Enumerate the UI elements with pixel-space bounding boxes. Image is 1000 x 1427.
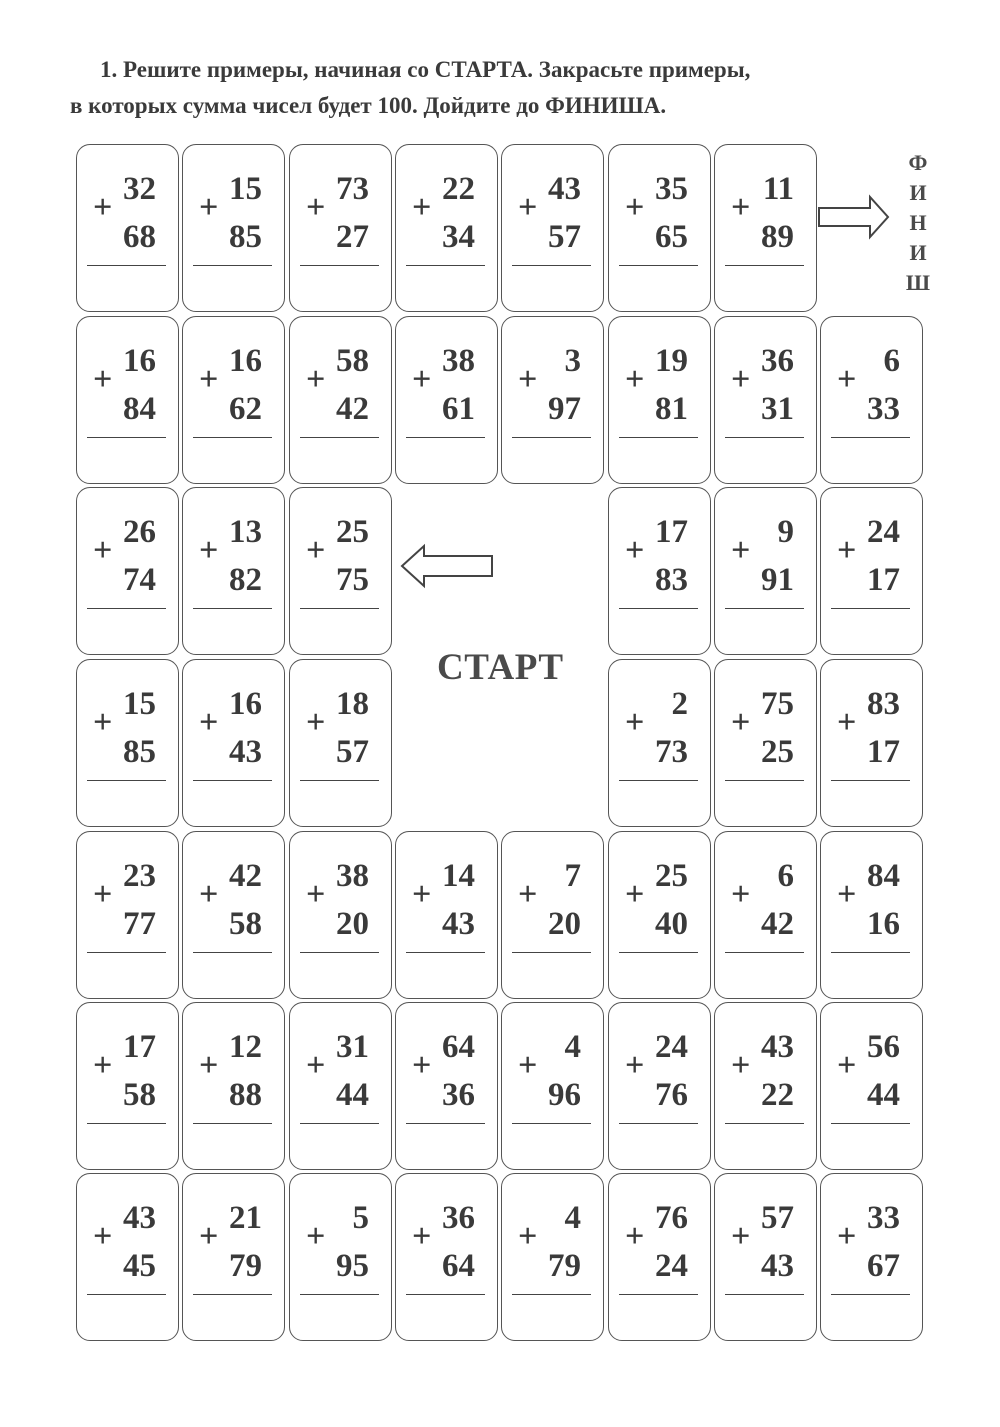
first-addend: 2 (671, 686, 688, 722)
example-card[interactable] (76, 316, 179, 484)
second-addend: 43 (761, 1248, 794, 1284)
second-addend: 40 (655, 906, 688, 942)
plus-sign: + (731, 1218, 751, 1255)
first-addend: 58 (336, 343, 369, 379)
plus-sign: + (837, 876, 857, 913)
plus-sign: + (93, 532, 113, 569)
answer-line (512, 437, 591, 438)
first-addend: 17 (123, 1029, 156, 1065)
first-addend: 12 (229, 1029, 262, 1065)
example-card[interactable] (182, 144, 285, 312)
plus-sign: + (199, 361, 219, 398)
example-card[interactable] (76, 144, 179, 312)
second-addend: 43 (442, 906, 475, 942)
answer-line (725, 1294, 804, 1295)
second-addend: 96 (548, 1077, 581, 1113)
example-card[interactable] (395, 1173, 498, 1341)
answer-line (725, 780, 804, 781)
example-card[interactable] (395, 831, 498, 999)
answer-line (193, 952, 272, 953)
plus-sign: + (837, 1218, 857, 1255)
first-addend: 36 (442, 1200, 475, 1236)
example-card[interactable] (714, 659, 817, 827)
arrow-left-icon (400, 544, 494, 588)
answer-line (406, 952, 485, 953)
plus-sign: + (306, 361, 326, 398)
answer-line (87, 952, 166, 953)
plus-sign: + (199, 189, 219, 226)
plus-sign: + (625, 361, 645, 398)
first-addend: 24 (867, 514, 900, 550)
plus-sign: + (731, 361, 751, 398)
example-card[interactable] (289, 1173, 392, 1341)
first-addend: 3 (564, 343, 581, 379)
example-card[interactable] (182, 316, 285, 484)
example-card[interactable] (820, 1173, 923, 1341)
answer-line (831, 1294, 910, 1295)
answer-line (512, 1294, 591, 1295)
example-card[interactable] (182, 1002, 285, 1170)
first-addend: 25 (336, 514, 369, 550)
first-addend: 35 (655, 171, 688, 207)
answer-line (87, 1123, 166, 1124)
plus-sign: + (306, 189, 326, 226)
first-addend: 26 (123, 514, 156, 550)
second-addend: 77 (123, 906, 156, 942)
first-addend: 16 (123, 343, 156, 379)
example-card[interactable] (714, 316, 817, 484)
answer-line (193, 780, 272, 781)
example-card[interactable] (289, 144, 392, 312)
example-card[interactable] (820, 487, 923, 655)
second-addend: 88 (229, 1077, 262, 1113)
plus-sign: + (518, 189, 538, 226)
first-addend: 4 (564, 1200, 581, 1236)
finish-letter: Ф (908, 150, 928, 175)
answer-line (619, 437, 698, 438)
first-addend: 83 (867, 686, 900, 722)
answer-line (619, 1294, 698, 1295)
plus-sign: + (412, 1047, 432, 1084)
plus-sign: + (199, 876, 219, 913)
first-addend: 19 (655, 343, 688, 379)
second-addend: 27 (336, 219, 369, 255)
plus-sign: + (625, 876, 645, 913)
plus-sign: + (412, 876, 432, 913)
plus-sign: + (306, 532, 326, 569)
answer-line (300, 1123, 379, 1124)
first-addend: 75 (761, 686, 794, 722)
first-addend: 6 (777, 858, 794, 894)
second-addend: 24 (655, 1248, 688, 1284)
example-card[interactable] (820, 831, 923, 999)
second-addend: 85 (229, 219, 262, 255)
example-card[interactable] (76, 1173, 179, 1341)
first-addend: 84 (867, 858, 900, 894)
second-addend: 57 (548, 219, 581, 255)
first-addend: 16 (229, 686, 262, 722)
second-addend: 57 (336, 734, 369, 770)
plus-sign: + (625, 532, 645, 569)
example-card[interactable] (501, 1002, 604, 1170)
plus-sign: + (306, 704, 326, 741)
answer-line (406, 265, 485, 266)
first-addend: 18 (336, 686, 369, 722)
second-addend: 97 (548, 391, 581, 427)
second-addend: 25 (761, 734, 794, 770)
example-card[interactable] (608, 1173, 711, 1341)
plus-sign: + (625, 1047, 645, 1084)
first-addend: 17 (655, 514, 688, 550)
answer-line (193, 1294, 272, 1295)
answer-line (831, 780, 910, 781)
task-line-1: 1. Решите примеры, начиная со СТАРТА. Закрасьте примеры, (100, 57, 751, 82)
answer-line (87, 780, 166, 781)
second-addend: 16 (867, 906, 900, 942)
first-addend: 21 (229, 1200, 262, 1236)
second-addend: 79 (548, 1248, 581, 1284)
answer-line (725, 1123, 804, 1124)
answer-line (512, 952, 591, 953)
plus-sign: + (625, 704, 645, 741)
answer-line (406, 437, 485, 438)
plus-sign: + (306, 1047, 326, 1084)
second-addend: 17 (867, 562, 900, 598)
example-card[interactable] (76, 1002, 179, 1170)
task-line-2: в которых сумма чисел будет 100. Дойдите до ФИНИША. (70, 93, 667, 118)
example-card[interactable] (76, 659, 179, 827)
plus-sign: + (93, 704, 113, 741)
first-addend: 33 (867, 1200, 900, 1236)
example-card[interactable] (820, 316, 923, 484)
second-addend: 73 (655, 734, 688, 770)
first-addend: 15 (123, 686, 156, 722)
plus-sign: + (837, 1047, 857, 1084)
answer-line (619, 1123, 698, 1124)
example-card[interactable] (182, 831, 285, 999)
answer-line (831, 952, 910, 953)
second-addend: 89 (761, 219, 794, 255)
answer-line (619, 952, 698, 953)
answer-line (87, 437, 166, 438)
first-addend: 38 (336, 858, 369, 894)
example-card[interactable] (76, 831, 179, 999)
finish-letter: И (909, 240, 927, 265)
plus-sign: + (731, 704, 751, 741)
plus-sign: + (731, 876, 751, 913)
answer-line (87, 265, 166, 266)
example-card[interactable] (608, 316, 711, 484)
answer-line (725, 265, 804, 266)
second-addend: 64 (442, 1248, 475, 1284)
first-addend: 42 (229, 858, 262, 894)
answer-line (831, 1123, 910, 1124)
first-addend: 56 (867, 1029, 900, 1065)
answer-line (406, 1294, 485, 1295)
answer-line (725, 608, 804, 609)
plus-sign: + (518, 361, 538, 398)
example-card[interactable] (76, 487, 179, 655)
plus-sign: + (93, 1047, 113, 1084)
example-card[interactable] (714, 1002, 817, 1170)
plus-sign: + (93, 189, 113, 226)
example-card[interactable] (714, 1173, 817, 1341)
example-card[interactable] (395, 316, 498, 484)
plus-sign: + (731, 532, 751, 569)
plus-sign: + (93, 876, 113, 913)
plus-sign: + (93, 361, 113, 398)
first-addend: 73 (336, 171, 369, 207)
plus-sign: + (199, 704, 219, 741)
answer-line (512, 265, 591, 266)
example-card[interactable] (289, 316, 392, 484)
first-addend: 25 (655, 858, 688, 894)
finish-letter: Ш (905, 270, 931, 295)
plus-sign: + (199, 1047, 219, 1084)
plus-sign: + (518, 1218, 538, 1255)
plus-sign: + (837, 532, 857, 569)
example-card[interactable] (395, 144, 498, 312)
first-addend: 36 (761, 343, 794, 379)
answer-line (619, 608, 698, 609)
answer-line (193, 608, 272, 609)
example-card[interactable] (182, 487, 285, 655)
first-addend: 11 (762, 171, 794, 207)
plus-sign: + (93, 1218, 113, 1255)
second-addend: 85 (123, 734, 156, 770)
start-label: СТАРТ (437, 647, 564, 688)
second-addend: 58 (229, 906, 262, 942)
example-card[interactable] (395, 1002, 498, 1170)
answer-line (512, 1123, 591, 1124)
first-addend: 57 (761, 1200, 794, 1236)
second-addend: 62 (229, 391, 262, 427)
example-card[interactable] (608, 831, 711, 999)
answer-line (300, 437, 379, 438)
second-addend: 83 (655, 562, 688, 598)
example-card[interactable] (820, 659, 923, 827)
plus-sign: + (731, 189, 751, 226)
plus-sign: + (306, 1218, 326, 1255)
first-addend: 16 (229, 343, 262, 379)
answer-line (619, 265, 698, 266)
first-addend: 32 (123, 171, 156, 207)
answer-line (300, 608, 379, 609)
second-addend: 68 (123, 219, 156, 255)
second-addend: 79 (229, 1248, 262, 1284)
answer-line (193, 1123, 272, 1124)
finish-letter: Н (909, 210, 927, 235)
example-card[interactable] (608, 1002, 711, 1170)
first-addend: 64 (442, 1029, 475, 1065)
second-addend: 45 (123, 1248, 156, 1284)
plus-sign: + (518, 876, 538, 913)
second-addend: 81 (655, 391, 688, 427)
answer-line (193, 437, 272, 438)
example-card[interactable] (501, 144, 604, 312)
first-addend: 24 (655, 1029, 688, 1065)
arrow-right-icon (818, 195, 890, 239)
example-card[interactable] (714, 487, 817, 655)
plus-sign: + (837, 704, 857, 741)
second-addend: 61 (442, 391, 475, 427)
answer-line (300, 952, 379, 953)
first-addend: 23 (123, 858, 156, 894)
example-card[interactable] (501, 1173, 604, 1341)
second-addend: 36 (442, 1077, 475, 1113)
example-card[interactable] (289, 831, 392, 999)
second-addend: 20 (336, 906, 369, 942)
first-addend: 6 (883, 343, 900, 379)
finish-letter: И (909, 180, 927, 205)
second-addend: 34 (442, 219, 475, 255)
answer-line (406, 1123, 485, 1124)
second-addend: 33 (867, 391, 900, 427)
plus-sign: + (199, 532, 219, 569)
first-addend: 22 (442, 171, 475, 207)
answer-line (300, 1294, 379, 1295)
example-card[interactable] (501, 831, 604, 999)
example-card[interactable] (608, 659, 711, 827)
example-card[interactable] (289, 1002, 392, 1170)
plus-sign: + (199, 1218, 219, 1255)
second-addend: 44 (336, 1077, 369, 1113)
first-addend: 43 (123, 1200, 156, 1236)
second-addend: 43 (229, 734, 262, 770)
plus-sign: + (306, 876, 326, 913)
second-addend: 22 (761, 1077, 794, 1113)
second-addend: 84 (123, 391, 156, 427)
example-card[interactable] (182, 659, 285, 827)
second-addend: 20 (548, 906, 581, 942)
plus-sign: + (412, 189, 432, 226)
answer-line (619, 780, 698, 781)
example-card[interactable] (608, 144, 711, 312)
first-addend: 5 (352, 1200, 369, 1236)
first-addend: 43 (548, 171, 581, 207)
first-addend: 13 (229, 514, 262, 550)
first-addend: 9 (777, 514, 794, 550)
answer-line (193, 265, 272, 266)
answer-line (87, 1294, 166, 1295)
finish-label (904, 148, 932, 298)
first-addend: 15 (229, 171, 262, 207)
answer-line (87, 608, 166, 609)
plus-sign: + (731, 1047, 751, 1084)
plus-sign: + (625, 1218, 645, 1255)
second-addend: 31 (761, 391, 794, 427)
answer-line (725, 952, 804, 953)
answer-line (831, 437, 910, 438)
answer-line (300, 780, 379, 781)
example-card[interactable] (608, 487, 711, 655)
first-addend: 4 (564, 1029, 581, 1065)
example-card[interactable] (714, 144, 817, 312)
first-addend: 76 (655, 1200, 688, 1236)
plus-sign: + (837, 361, 857, 398)
answer-line (831, 608, 910, 609)
plus-sign: + (412, 361, 432, 398)
second-addend: 74 (123, 562, 156, 598)
second-addend: 42 (336, 391, 369, 427)
second-addend: 82 (229, 562, 262, 598)
example-card[interactable] (820, 1002, 923, 1170)
example-card[interactable] (714, 831, 817, 999)
first-addend: 31 (336, 1029, 369, 1065)
second-addend: 65 (655, 219, 688, 255)
plus-sign: + (625, 189, 645, 226)
second-addend: 95 (336, 1248, 369, 1284)
first-addend: 38 (442, 343, 475, 379)
second-addend: 67 (867, 1248, 900, 1284)
first-addend: 43 (761, 1029, 794, 1065)
example-card[interactable] (501, 316, 604, 484)
example-card[interactable] (182, 1173, 285, 1341)
example-card[interactable] (289, 487, 392, 655)
plus-sign: + (518, 1047, 538, 1084)
second-addend: 58 (123, 1077, 156, 1113)
second-addend: 17 (867, 734, 900, 770)
first-addend: 14 (442, 858, 475, 894)
answer-line (300, 265, 379, 266)
example-card[interactable] (289, 659, 392, 827)
plus-sign: + (412, 1218, 432, 1255)
second-addend: 75 (336, 562, 369, 598)
second-addend: 91 (761, 562, 794, 598)
second-addend: 76 (655, 1077, 688, 1113)
first-addend: 7 (564, 858, 581, 894)
answer-line (725, 437, 804, 438)
second-addend: 44 (867, 1077, 900, 1113)
second-addend: 42 (761, 906, 794, 942)
task-instructions (70, 52, 950, 124)
